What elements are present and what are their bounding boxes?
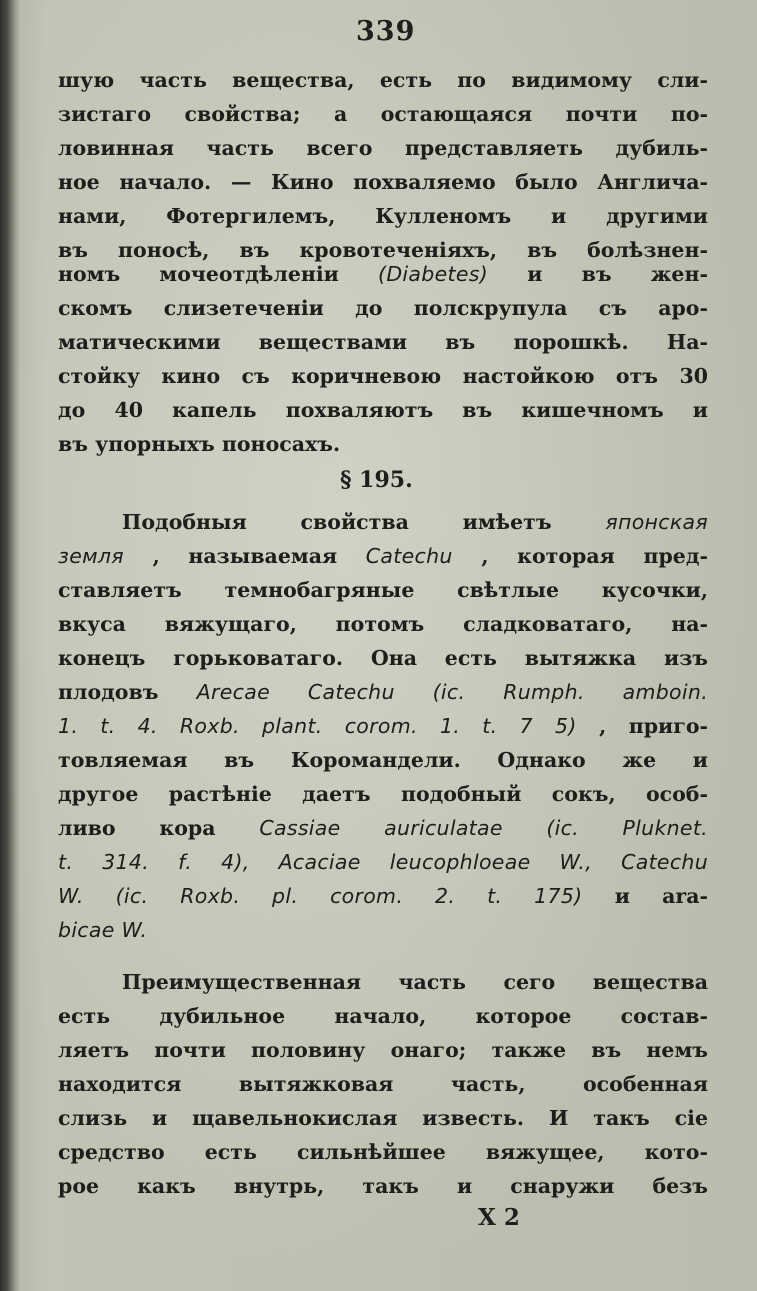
text-fragment: и ara-	[614, 884, 709, 908]
text-fragment: , приго-	[599, 714, 709, 738]
binding-shadow	[0, 0, 20, 1291]
text-fragment: , которая пред-	[481, 544, 708, 568]
latin-term: (Diabetes)	[378, 262, 489, 286]
italic-term: земля	[58, 544, 124, 568]
latin-reference: bicae W.	[58, 918, 148, 942]
text-line-mixed	[58, 811, 708, 846]
text-line: другое растѣніе даетъ подобный сокъ, особ-	[58, 782, 708, 806]
text-line-mixed	[58, 879, 708, 914]
text-line-latin	[58, 913, 708, 948]
text-line-mixed	[58, 709, 708, 744]
text-line-mixed	[58, 257, 708, 292]
text-fragment: номъ мочеотдѣленіи	[58, 262, 339, 286]
text-line: вкуса вяжущаго, потомъ сладковатаго, на-	[58, 612, 708, 636]
text-fragment: , называемая	[152, 544, 338, 568]
text-fragment: Подобныя свойства имѣетъ	[122, 510, 552, 534]
text-line: стойку кино съ коричневою настойкою отъ 30	[58, 364, 708, 388]
text-line-mixed	[58, 539, 708, 574]
text-line: въ упорныхъ поносахъ.	[58, 432, 341, 456]
latin-term: Catechu	[365, 544, 453, 568]
text-fragment: ливо кора	[58, 816, 216, 840]
text-line-mixed	[58, 675, 708, 710]
text-line: есть дубильное начало, которое состав-	[58, 1004, 708, 1028]
text-line: нами, Фотергилемъ, Кулленомъ и другими	[58, 204, 708, 228]
text-line: рое какъ внутрь, такъ и снаружи безъ	[58, 1174, 708, 1198]
section-heading: § 195.	[340, 467, 413, 493]
text-fragment: плодовъ	[58, 680, 159, 704]
italic-term: японская	[605, 510, 709, 534]
text-line: ловинная часть всего представляеть дубиль-	[58, 136, 708, 160]
text-line: ное начало. — Кино похваляемо было Англича-	[58, 170, 708, 194]
text-line: шую часть вещества, есть по видимому сли-	[58, 68, 708, 92]
text-line: Преимущественная часть сего вещества	[122, 970, 708, 994]
latin-reference: Cassiae auriculatae (ic. Pluknet.	[259, 816, 708, 840]
text-line: зистаго свойства; а остающаяся почти по-	[58, 102, 708, 126]
latin-reference: Arecae Catechu (ic. Rumph. amboin.	[196, 680, 709, 704]
text-line-mixed	[122, 505, 708, 540]
text-line: матическими веществами въ порошкѣ. На-	[58, 330, 708, 354]
text-line-latin	[58, 845, 708, 880]
text-line: товляемая въ Коромандели. Однако же и	[58, 748, 708, 772]
text-line: скомъ слизетеченіи до полскрупула съ аро-	[58, 296, 708, 320]
text-fragment: и въ жен-	[527, 262, 708, 286]
text-line: слизь и щавельнокислая известь. И такъ сіе	[58, 1106, 708, 1130]
text-line: ляетъ почти половину онаго; также въ немъ	[58, 1038, 708, 1062]
text-line: конецъ горьковатаго. Она есть вытяжка изъ	[58, 646, 708, 670]
text-line: находится вытяжковая часть, особенная	[58, 1072, 708, 1096]
latin-reference: 1. t. 4. Roxb. plant. corom. 1. t. 7 5)	[58, 714, 577, 738]
text-line: ставляетъ темнобагряные свѣтлые кусочки,	[58, 578, 708, 602]
latin-reference: W. (ic. Roxb. pl. corom. 2. t. 175)	[58, 884, 583, 908]
page-number: 339	[356, 16, 416, 47]
text-line: средство есть сильнѣйшее вяжущее, кото-	[58, 1140, 708, 1164]
text-line: въ поносѣ, въ кровотеченіяхъ, въ болѣзнен-	[58, 238, 708, 262]
text-line: до 40 капель похваляютъ въ кишечномъ и	[58, 398, 708, 422]
latin-reference: t. 314. f. 4), Acaciae leucophloeae W., Catechu	[58, 850, 708, 874]
catchword: X 2	[478, 1204, 520, 1231]
